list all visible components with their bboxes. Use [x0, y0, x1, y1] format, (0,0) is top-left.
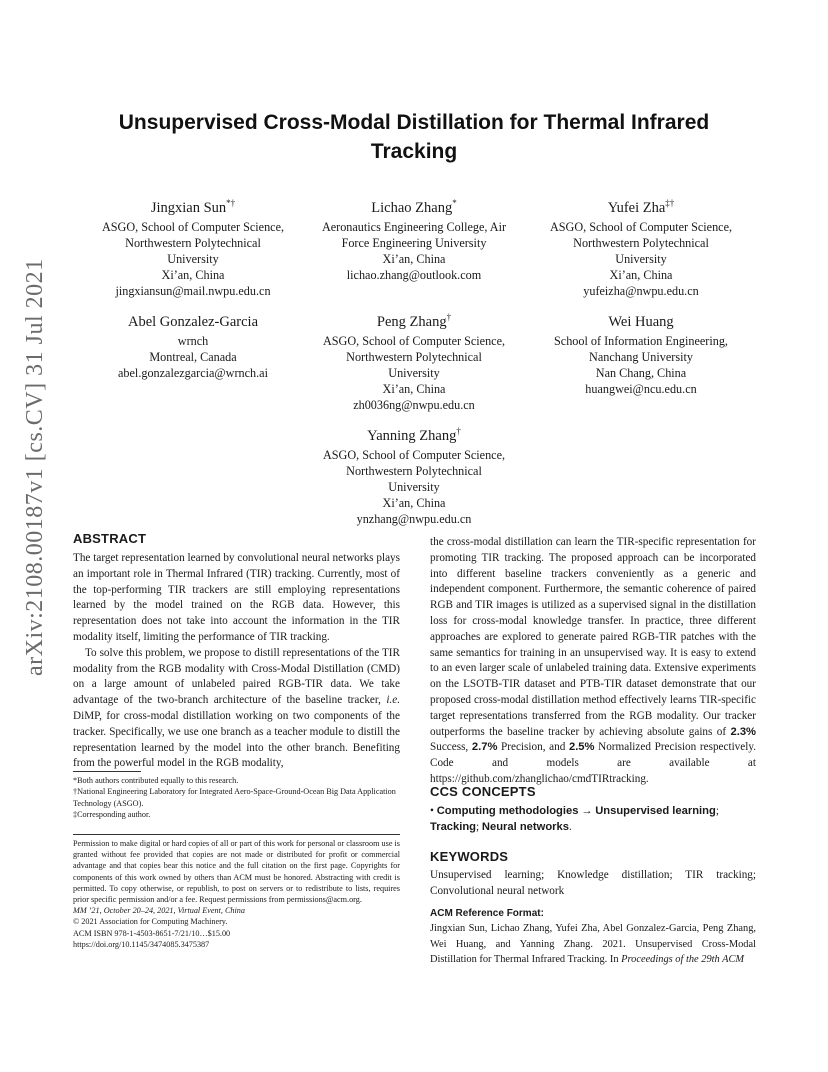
acm-reference-proceedings: Proceedings of the 29th ACM — [621, 954, 745, 965]
abstract-paragraph — [73, 646, 400, 772]
author-block — [308, 421, 520, 527]
ccs-term: Tracking — [430, 820, 477, 833]
abstract-heading: ABSTRACT — [73, 531, 147, 546]
gain-normalized-precision: 2.5% — [568, 741, 595, 754]
permission-block — [73, 838, 400, 950]
ccs-term: Computing methodologies — [436, 805, 579, 817]
ccs-term: Neural networks — [481, 820, 569, 833]
acm-reference-text — [430, 921, 756, 968]
abstract-text: Precision, and — [497, 741, 569, 754]
author-name: Peng Zhang — [376, 313, 447, 330]
author-name: Abel Gonzalez-Garcia — [127, 313, 259, 330]
gain-precision: 2.7% — [471, 741, 498, 754]
copyright-line: © 2021 Association for Computing Machinery. — [73, 917, 228, 927]
affiliation-line: Northwestern Polytechnical — [346, 463, 482, 478]
ccs-separator: ; — [476, 820, 482, 833]
affiliation-line: University — [388, 365, 440, 380]
arxiv-identifier: arXiv:2108.00187v1 [cs.CV] 31 Jul 2021 — [22, 258, 48, 676]
affiliation-line: University — [167, 251, 219, 266]
affiliation-line: Northwestern Polytechnical — [573, 235, 709, 250]
affiliation-line: ASGO, School of Computer Science, — [322, 447, 506, 462]
affiliation-line: ASGO, School of Computer Science, — [322, 333, 506, 348]
ccs-term: Unsupervised learning — [595, 805, 716, 817]
affiliation-line: Force Engineering University — [341, 235, 487, 250]
author-name: Yufei Zha — [607, 199, 666, 216]
author-email[interactable]: yufeizha@nwpu.edu.cn — [583, 283, 699, 298]
affiliation-line: Xi’an, China — [161, 267, 225, 282]
author-block — [536, 193, 746, 299]
author-block — [88, 193, 298, 299]
ccs-end: . — [568, 820, 572, 833]
affiliation-line: University — [615, 251, 667, 266]
abstract-text: the cross-modal distillation can learn the TIR-specific representation for promoting TIR tracking. The proposed approach can be incorporated into different baseline trackers conveniently as a generic and independent component. Furthermore, the semantic coherence of paired RGB and TIR images is utilized as a supervised signal in the distillation loss for cross-modal knowledge transfer. In practice, three different approaches are explored to generate paired RGB-TIR patches with the same semantics for training in an unsupervised way. It is easy to extend to an even larger scale of unlabeled training data. Extensive experiments on the LSOTB-TIR dataset and PTB-TIR dataset demonstrate that our proposed cross-modal distillation method effectively learns TIR-specific target representations transferred from the RGB modality. Our tracker outperforms the baseline tracker by achieving absolute gains of — [430, 536, 756, 738]
author-mark: *† — [226, 198, 236, 208]
author-email[interactable]: zh0036ng@nwpu.edu.cn — [353, 397, 475, 412]
acm-reference-heading: ACM Reference Format: — [430, 908, 544, 919]
permission-notice: Permission to make digital or hard copies of all or part of this work for personal or classroom use is granted without fee provided that copies are not made or distributed for profit or commercial advantage and that copies bear this notice and the full citation on the first page. Copyrights for components of this work owned by others than ACM must be honored. Abstracting with credit is permitted. To copy otherwise, or republish, to post on servers or to redistribute to lists, requires prior specific permission and/or a fee. Request permissions from permissions@acm.org. — [73, 839, 400, 905]
affiliation-line: Xi’an, China — [382, 381, 446, 396]
author-mark: ‡† — [665, 198, 675, 208]
author-email[interactable]: huangwei@ncu.edu.cn — [585, 381, 697, 396]
affiliation-line: Northwestern Polytechnical — [346, 349, 482, 364]
author-mark: † — [446, 312, 452, 322]
footnote: †National Engineering Laboratory for Integrated Aero-Space-Ground-Ocean Big Data Application Technology (ASGO). — [73, 787, 396, 808]
affiliation-line: Nanchang University — [589, 349, 693, 364]
footnotes — [73, 775, 400, 821]
abstract-paragraph: The target representation learned by convolutional neural networks plays an important role in Thermal Infrared (TIR) tracking. Currently, most of the top-performing TIR trackers are still employing representations learned by the model trained on the RGB data. However, this representation does not take into account the information in the TIR modality itself, limiting the performance of TIR tracking. — [73, 552, 400, 643]
abstract-text-italic: i.e. — [386, 694, 400, 707]
ccs-bullet: • — [430, 805, 434, 817]
author-email[interactable]: lichao.zhang@outlook.com — [346, 267, 482, 282]
affiliation-line: Aeronautics Engineering College, Air — [321, 219, 507, 234]
ccs-heading: CCS CONCEPTS — [430, 784, 536, 799]
affiliation-line: Northwestern Polytechnical — [125, 235, 261, 250]
ccs-arrow: → — [578, 805, 596, 817]
affiliation-line: University — [388, 479, 440, 494]
keywords-text: Unsupervised learning; Knowledge distillation; TIR tracking; Convolutional neural network — [430, 869, 756, 897]
abstract-text: Normalized Precision respectively. Code and models are available at https://github.com/zhanglichao/cmdTIRtracking. — [430, 741, 757, 785]
abstract-left-column — [73, 551, 400, 772]
affiliation-line: Xi’an, China — [382, 251, 446, 266]
author-mark: † — [456, 426, 461, 436]
author-block — [308, 307, 520, 413]
keywords-heading: KEYWORDS — [430, 849, 509, 864]
author-block — [88, 307, 298, 381]
author-mark: * — [452, 198, 457, 208]
doi-link[interactable]: https://doi.org/10.1145/3474085.3475387 — [73, 939, 210, 949]
author-name: Lichao Zhang — [371, 199, 453, 216]
footnote: ‡Corresponding author. — [73, 810, 151, 820]
author-name: Jingxian Sun — [150, 199, 227, 216]
permission-rule — [73, 834, 400, 835]
paper-title: Unsupervised Cross-Modal Distillation for Thermal Infrared Tracking — [118, 111, 710, 163]
conference-info: MM ’21, October 20–24, 2021, Virtual Event, China — [73, 906, 245, 916]
footnote: *Both authors contributed equally to this research. — [73, 776, 239, 785]
abstract-text: To solve this problem, we propose to distill representations of the TIR modality from the RGB modality with Cross-Modal Distillation (CMD) on a large amount of unlabeled paired RGB-TIR data. We take advantage of the two-branch architecture of the baseline tracker, — [73, 646, 400, 707]
abstract-paragraph — [430, 535, 756, 788]
author-email[interactable]: abel.gonzalezgarcia@wrnch.ai — [118, 365, 268, 380]
affiliation-line: wrnch — [177, 333, 209, 348]
author-email[interactable]: jingxiansun@mail.nwpu.edu.cn — [115, 283, 271, 298]
acm-reference-body: Jingxian Sun, Lichao Zhang, Yufei Zha, Abel Gonzalez-Garcia, Peng Zhang, Wei Huang, and Yanning Zhang. 2021. Unsupervised Cross-Modal Distillation for Thermal Infrared Tracking. In — [430, 923, 756, 965]
author-block — [308, 193, 520, 283]
ccs-concepts — [430, 804, 756, 836]
abstract-right-column — [430, 535, 756, 788]
affiliation-line: Xi’an, China — [382, 495, 446, 510]
affiliation-line: Xi’an, China — [609, 267, 673, 282]
gain-success: 2.3% — [730, 725, 756, 738]
author-name: Yanning Zhang — [367, 427, 457, 444]
ccs-separator: ; — [715, 805, 719, 817]
affiliation-line: School of Information Engineering, — [554, 333, 728, 348]
isbn-line: ACM ISBN 978-1-4503-8651-7/21/10…$15.00 — [73, 928, 231, 938]
affiliation-line: ASGO, School of Computer Science, — [101, 219, 285, 234]
footnote-rule — [73, 771, 141, 772]
affiliation-line: ASGO, School of Computer Science, — [549, 219, 733, 234]
author-name: Wei Huang — [608, 313, 674, 330]
abstract-text: Success, — [430, 741, 472, 754]
affiliation-line: Nan Chang, China — [595, 365, 687, 380]
abstract-text: DiMP, for cross-modal distillation working on two components of the tracker. Specifically, we use one branch as a teacher module to distill the representation learned by the model into the other branch. Benefiting from the powerful model in the RGB modality, — [73, 709, 400, 770]
affiliation-line: Montreal, Canada — [149, 349, 237, 364]
author-block — [536, 307, 746, 397]
author-email[interactable]: ynzhang@nwpu.edu.cn — [356, 511, 472, 526]
